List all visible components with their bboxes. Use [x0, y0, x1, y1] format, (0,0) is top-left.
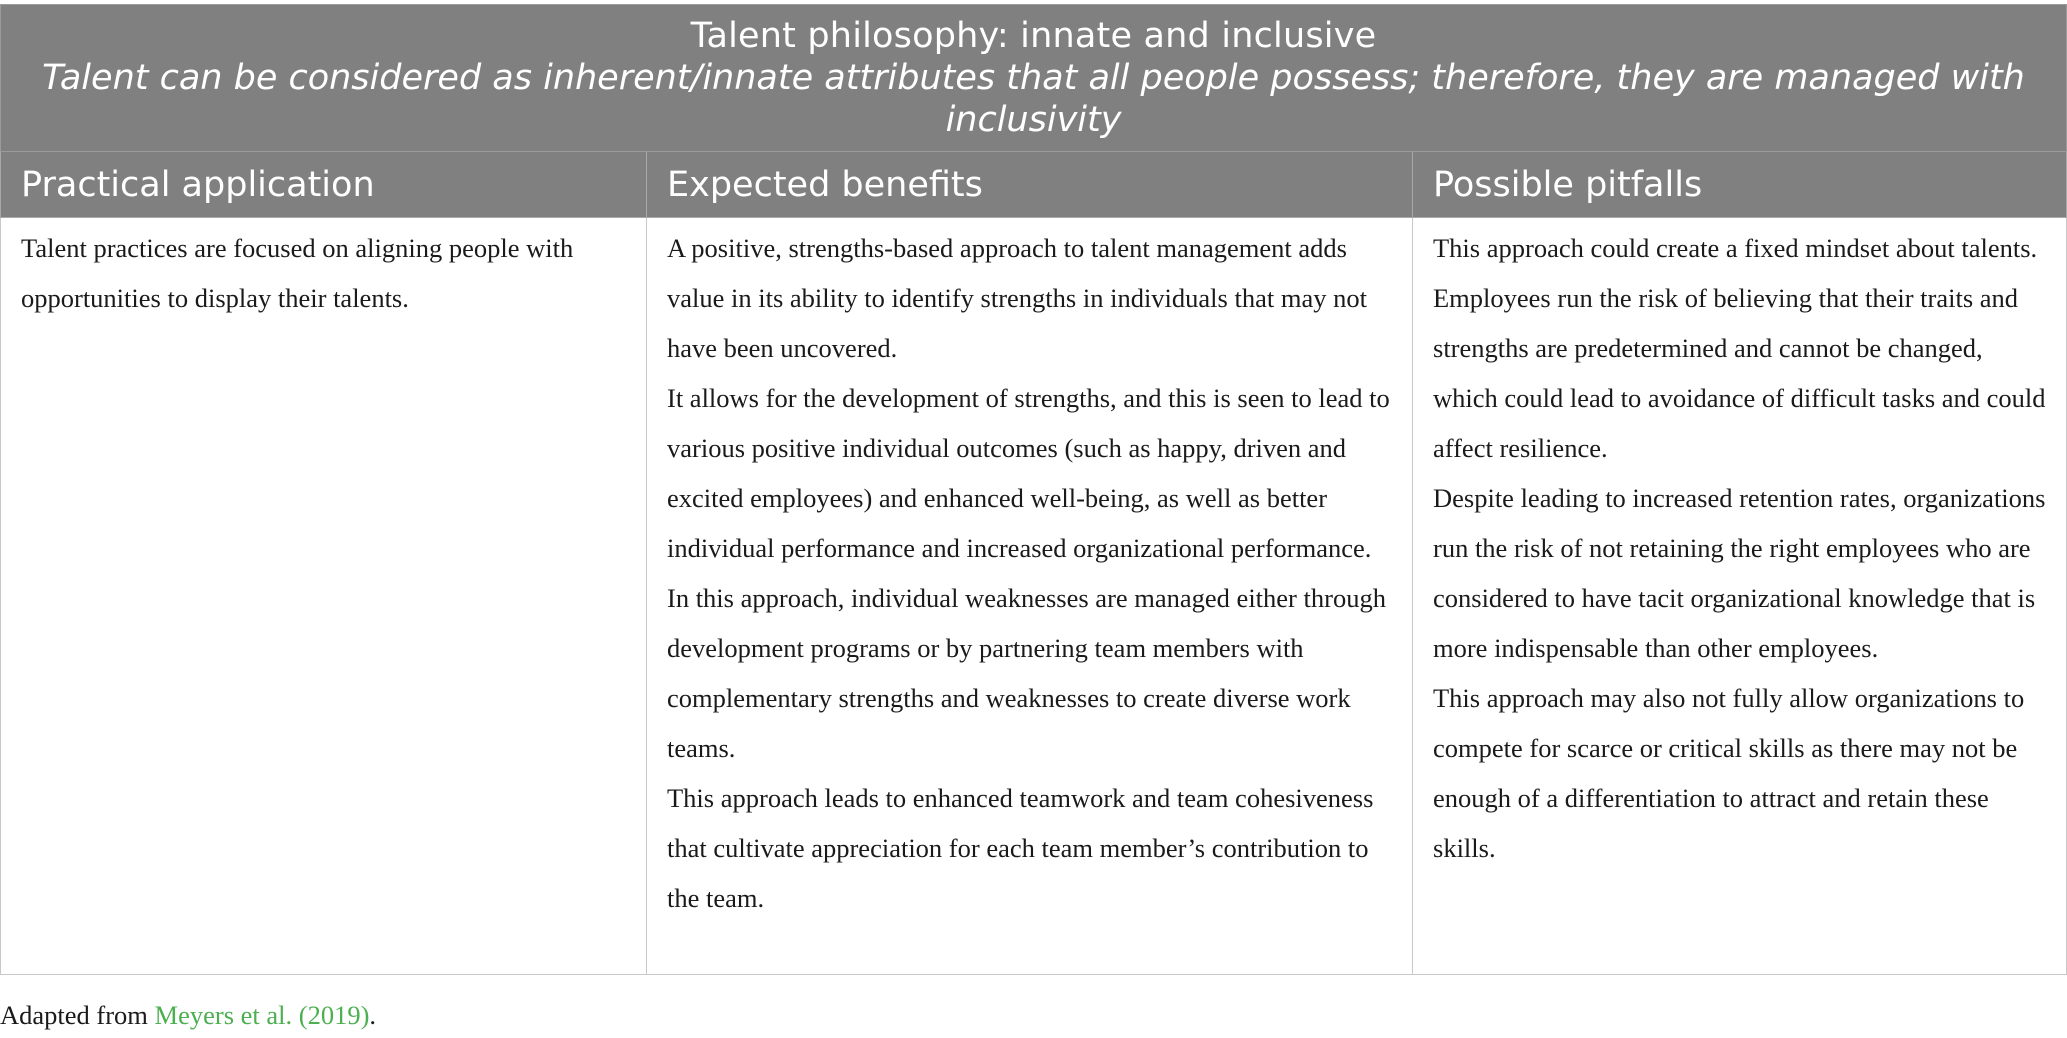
- footnote-suffix: .: [369, 1000, 377, 1030]
- practical-application-cell: [1, 218, 647, 975]
- expected-benefits-paragraph: In this approach, individual weaknesses are managed either through development programs or by partnering team members with complementary strengths and weaknesses to create diverse work teams.: [667, 583, 1386, 763]
- column-header-expected-benefits: Expected benefits: [647, 152, 1413, 218]
- column-header-row: [1, 152, 2067, 218]
- talent-philosophy-table: [0, 4, 2067, 975]
- possible-pitfalls-paragraph: Despite leading to increased retention rates, organizations run the risk of not retaining the right employees who are considered to have tacit organizational knowledge that is more indispensable than other employees.: [1433, 483, 2046, 663]
- table-subtitle: Talent can be considered as inherent/innate attributes that all people possess; therefore, they are managed with inclusivity: [42, 58, 2025, 140]
- table-row: [1, 218, 2067, 975]
- expected-benefits-cell: [647, 218, 1413, 975]
- table-footnote: [0, 1000, 376, 1031]
- footnote-prefix: Adapted from: [0, 1000, 155, 1030]
- column-header-possible-pitfalls: Possible pitfalls: [1413, 152, 2067, 218]
- possible-pitfalls-cell: [1413, 218, 2067, 975]
- talent-philosophy-table-wrapper: [0, 4, 2067, 975]
- practical-application-paragraph: Talent practices are focused on aligning people with opportunities to display their talents.: [21, 233, 574, 313]
- expected-benefits-paragraph: This approach leads to enhanced teamwork and team cohesiveness that cultivate appreciation for each team member’s contribution to the team.: [667, 783, 1374, 913]
- reference-link[interactable]: Meyers et al. (2019): [154, 1000, 370, 1030]
- table-title-cell: [1, 5, 2067, 152]
- table-title: Talent philosophy: innate and inclusive: [690, 16, 1377, 56]
- possible-pitfalls-paragraph: This approach could create a fixed mindset about talents. Employees run the risk of believing that their traits and strengths are predetermined and cannot be changed, which could lead to avoidance of difficult tasks and could affect resilience.: [1433, 233, 2046, 463]
- table-title-row: [1, 5, 2067, 152]
- expected-benefits-paragraph: It allows for the development of strengths, and this is seen to lead to various positive individual outcomes (such as happy, driven and excited employees) and enhanced well-being, as well as better individual performance and increased organizational performance.: [667, 383, 1390, 563]
- possible-pitfalls-paragraph: This approach may also not fully allow organizations to compete for scarce or critical skills as there may not be enough of a differentiation to attract and retain these skills.: [1433, 683, 2025, 863]
- expected-benefits-paragraph: A positive, strengths-based approach to talent management adds value in its ability to identify strengths in individuals that may not have been uncovered.: [667, 233, 1367, 363]
- column-header-practical-application: Practical application: [1, 152, 647, 218]
